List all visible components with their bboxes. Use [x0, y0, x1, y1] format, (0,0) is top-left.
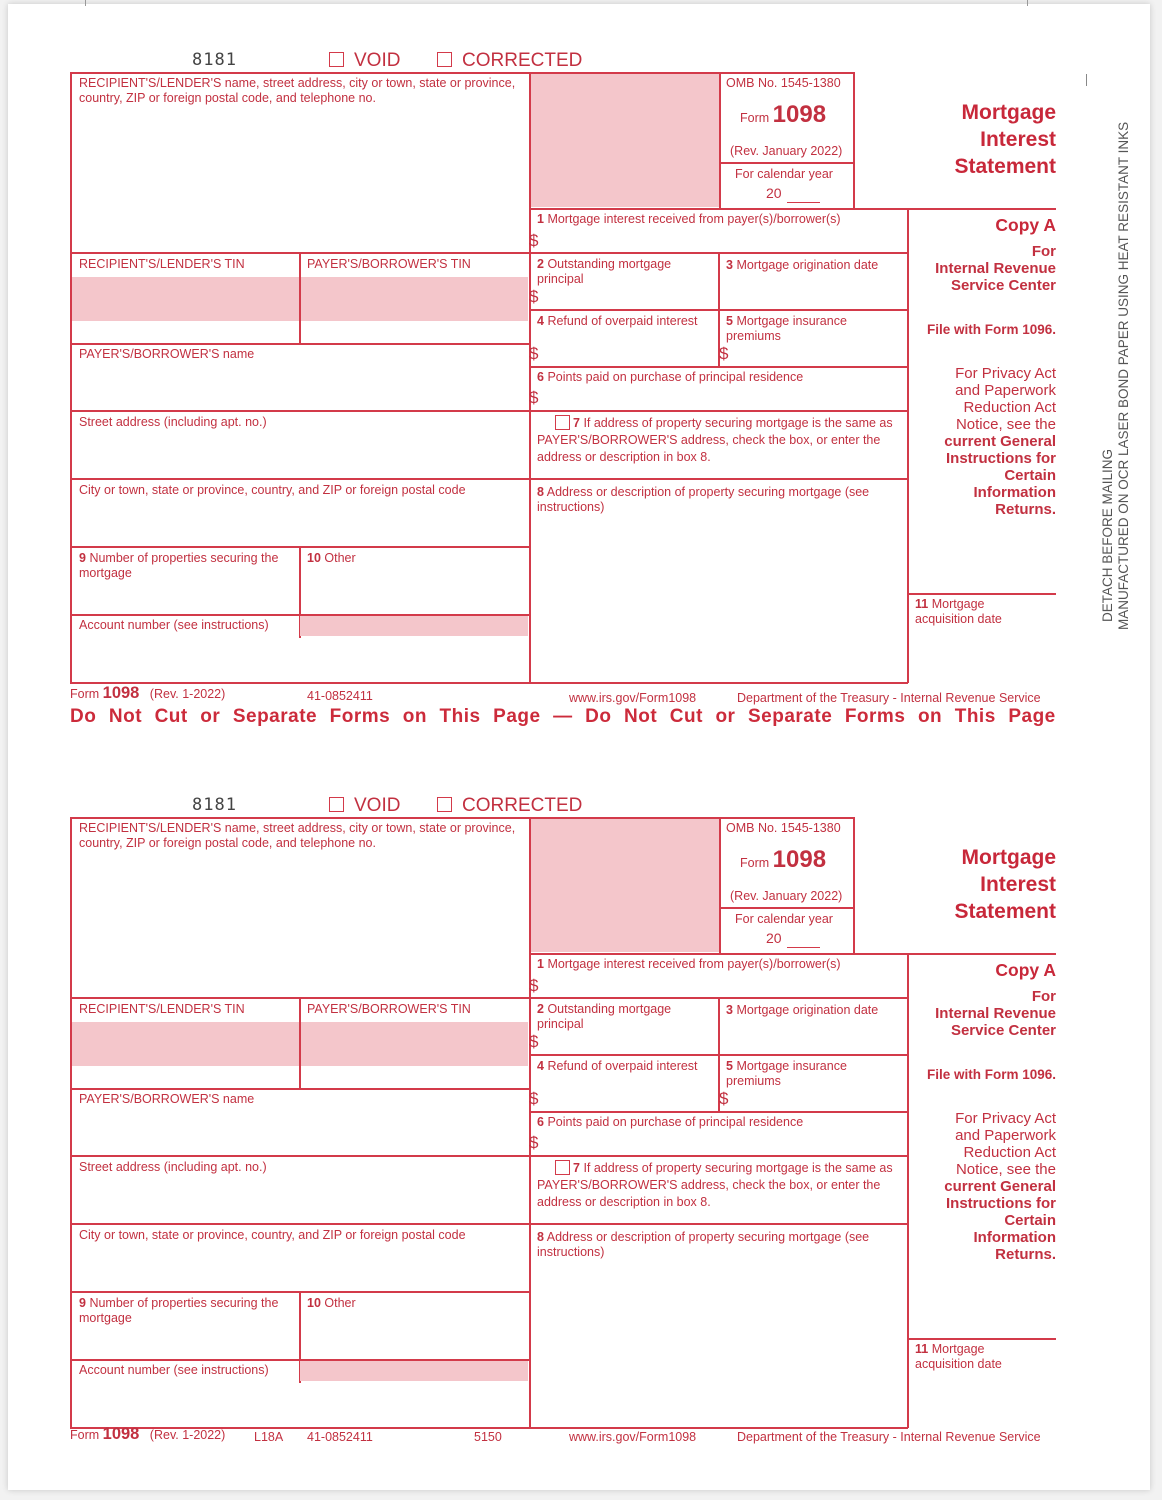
corrected-checkbox[interactable]: [437, 52, 452, 67]
calendar-year-prefix: 20: [766, 930, 782, 946]
copy-a-label: Copy A: [995, 960, 1056, 980]
payer-name-label: PAYER'S/BORROWER'S name: [79, 1092, 255, 1106]
footer-cat-number: 41-0852411: [307, 689, 373, 703]
box7-label: 7 If address of property securing mortgage is the same as PAYER'S/BORROWER'S address, check the box, or enter the address or description in box 8.: [537, 1161, 893, 1209]
payer-tin-field[interactable]: [301, 277, 528, 321]
account-field[interactable]: [300, 616, 528, 636]
do-not-cut-word: Do: [70, 706, 97, 727]
box7-label: 7 If address of property securing mortgage is the same as PAYER'S/BORROWER'S address, check the box, or enter the address or description in box 8.: [537, 416, 893, 464]
box1-label: 1 Mortgage interest received from payer(s)/borrower(s): [537, 212, 841, 226]
form-title: Mortgage Interest Statement: [954, 846, 1056, 923]
omb-number: OMB No. 1545-1380: [726, 76, 841, 90]
box7-checkbox[interactable]: [555, 1160, 570, 1175]
corrected-label: CORRECTED: [462, 50, 583, 71]
do-not-cut-word: Page: [1008, 706, 1056, 727]
box11-label: 11 Mortgage acquisition date: [915, 1342, 1002, 1371]
revision-date: (Rev. January 2022): [730, 144, 843, 158]
box2-label: 2 Outstanding mortgage principal: [537, 257, 672, 286]
box6-label: 6 Points paid on purchase of principal residence: [537, 1115, 804, 1129]
recipient-name-label: RECIPIENT'S/LENDER'S name, street address, city or town, state or province, country, ZIP or foreign postal code, and telephone no.: [79, 821, 516, 850]
form-code: 8181: [192, 50, 237, 70]
footer-l18a: L18A: [254, 1430, 284, 1444]
box10-label: 10 Other: [307, 1296, 356, 1310]
do-not-cut-notice: [70, 706, 1056, 728]
do-not-cut-word: Cut: [669, 706, 703, 727]
copy-a-label: Copy A: [995, 215, 1056, 235]
box5-label: 5 Mortgage insurance premiums: [726, 314, 847, 343]
do-not-cut-word: Forms: [329, 706, 391, 727]
box1-dollar: $: [529, 976, 539, 995]
street-label: Street address (including apt. no.): [79, 1160, 267, 1174]
do-not-cut-word: This: [439, 706, 481, 727]
omb-number: OMB No. 1545-1380: [726, 821, 841, 835]
footer-url: www.irs.gov/Form1098: [569, 1430, 697, 1444]
box2-dollar: $: [529, 287, 539, 306]
do-not-cut-word: Do: [585, 706, 612, 727]
box4-label: 4 Refund of overpaid interest: [537, 1059, 698, 1073]
do-not-cut-word: or: [715, 706, 736, 727]
privacy-notice: For Privacy Act and Paperwork Reduction Act Notice, see the current General Instructions for Certain Information Returns.: [944, 1110, 1056, 1263]
box2-label: 2 Outstanding mortgage principal: [537, 1002, 672, 1031]
box6-dollar: $: [529, 1133, 539, 1152]
box10-label: 10 Other: [307, 551, 356, 565]
do-not-cut-word: or: [200, 706, 221, 727]
do-not-cut-word: Forms: [844, 706, 906, 727]
city-label: City or town, state or province, country, and ZIP or foreign postal code: [79, 483, 466, 497]
form-footer-number: Form 1098 (Rev. 1-2022): [70, 684, 226, 702]
payer-tin-label: PAYER'S/BORROWER'S TIN: [307, 257, 471, 271]
box11-label: 11 Mortgage acquisition date: [915, 597, 1002, 626]
account-label: Account number (see instructions): [79, 1363, 269, 1377]
void-label: VOID: [354, 795, 401, 816]
privacy-notice: For Privacy Act and Paperwork Reduction Act Notice, see the current General Instructions for Certain Information Returns.: [944, 365, 1056, 518]
form-footer-number: Form 1098 (Rev. 1-2022): [70, 1425, 226, 1443]
do-not-cut-word: This: [954, 706, 996, 727]
revision-date: (Rev. January 2022): [730, 889, 843, 903]
do-not-cut-word: —: [553, 706, 573, 727]
city-label: City or town, state or province, country, and ZIP or foreign postal code: [79, 1228, 466, 1242]
box3-label: 3 Mortgage origination date: [726, 258, 879, 272]
box5-dollar: $: [719, 1089, 729, 1108]
box1-dollar: $: [529, 231, 539, 250]
form-title-number: Form 1098: [740, 101, 827, 128]
box6-dollar: $: [529, 388, 539, 407]
box9-label: 9 Number of properties securing the mortgage: [79, 1296, 279, 1325]
void-checkbox[interactable]: [329, 797, 344, 812]
box1-label: 1 Mortgage interest received from payer(s)/borrower(s): [537, 957, 841, 971]
box8-label: 8 Address or description of property securing mortgage (see instructions): [537, 485, 870, 514]
box7-checkbox[interactable]: [555, 415, 570, 430]
box9-label: 9 Number of properties securing the mortgage: [79, 551, 279, 580]
recipient-tin-field[interactable]: [72, 1022, 299, 1066]
do-not-cut-word: Cut: [154, 706, 188, 727]
box5-dollar: $: [719, 344, 729, 363]
form-code: 8181: [192, 795, 237, 815]
calendar-year-label: For calendar year: [735, 912, 833, 926]
file-with-label: File with Form 1096.: [926, 322, 1056, 337]
void-label: VOID: [354, 50, 401, 71]
calendar-year-field[interactable]: [787, 202, 820, 203]
do-not-cut-word: Separate: [748, 706, 833, 727]
shaded-area: [531, 74, 719, 207]
shaded-area: [531, 819, 719, 952]
do-not-cut-word: on: [917, 706, 943, 727]
box4-dollar: $: [529, 1089, 539, 1108]
account-label: Account number (see instructions): [79, 618, 269, 632]
do-not-cut-word: Separate: [232, 706, 318, 727]
void-checkbox[interactable]: [329, 52, 344, 67]
do-not-cut-word: on: [402, 706, 427, 727]
calendar-year-prefix: 20: [766, 185, 782, 201]
box2-dollar: $: [529, 1032, 539, 1051]
form-title-number: Form 1098: [740, 846, 827, 873]
street-label: Street address (including apt. no.): [79, 415, 267, 429]
box6-label: 6 Points paid on purchase of principal residence: [537, 370, 804, 384]
manufactured-text: MANUFACTURED ON OCR LASER BOND PAPER USING HEAT RESISTANT INKS: [1116, 121, 1131, 630]
recipient-tin-label: RECIPIENT'S/LENDER'S TIN: [79, 1002, 245, 1016]
form-copy-top: [0, 0, 1162, 705]
do-not-cut-word: Not: [624, 706, 658, 727]
detach-text: DETACH BEFORE MAILING: [1100, 448, 1115, 622]
file-with-label: File with Form 1096.: [926, 1067, 1056, 1082]
for-irs-label: For Internal Revenue Service Center: [935, 988, 1056, 1039]
box4-dollar: $: [529, 344, 539, 363]
box8-label: 8 Address or description of property securing mortgage (see instructions): [537, 1230, 870, 1259]
box4-label: 4 Refund of overpaid interest: [537, 314, 698, 328]
footer-department: Department of the Treasury - Internal Revenue Service: [737, 691, 1041, 705]
corrected-checkbox[interactable]: [437, 797, 452, 812]
box3-label: 3 Mortgage origination date: [726, 1003, 879, 1017]
footer-url: www.irs.gov/Form1098: [569, 691, 697, 705]
corrected-label: CORRECTED: [462, 795, 583, 816]
footer-department: Department of the Treasury - Internal Revenue Service: [737, 1430, 1041, 1444]
footer-cat-number: 41-0852411: [307, 1430, 373, 1444]
do-not-cut-word: Page: [493, 706, 541, 727]
for-irs-label: For Internal Revenue Service Center: [935, 243, 1056, 294]
calendar-year-field[interactable]: [787, 947, 820, 948]
account-field[interactable]: [300, 1361, 528, 1381]
recipient-tin-label: RECIPIENT'S/LENDER'S TIN: [79, 257, 245, 271]
calendar-year-label: For calendar year: [735, 167, 833, 181]
recipient-name-label: RECIPIENT'S/LENDER'S name, street address, city or town, state or province, country, ZIP or foreign postal code, and telephone no.: [79, 76, 516, 105]
form-title: Mortgage Interest Statement: [954, 101, 1056, 178]
payer-tin-label: PAYER'S/BORROWER'S TIN: [307, 1002, 471, 1016]
footer-5150: 5150: [474, 1430, 502, 1444]
payer-tin-field[interactable]: [301, 1022, 528, 1066]
box5-label: 5 Mortgage insurance premiums: [726, 1059, 847, 1088]
form-copy-bottom: [0, 745, 1162, 1445]
recipient-tin-field[interactable]: [72, 277, 299, 321]
do-not-cut-word: Not: [108, 706, 143, 727]
payer-name-label: PAYER'S/BORROWER'S name: [79, 347, 255, 361]
